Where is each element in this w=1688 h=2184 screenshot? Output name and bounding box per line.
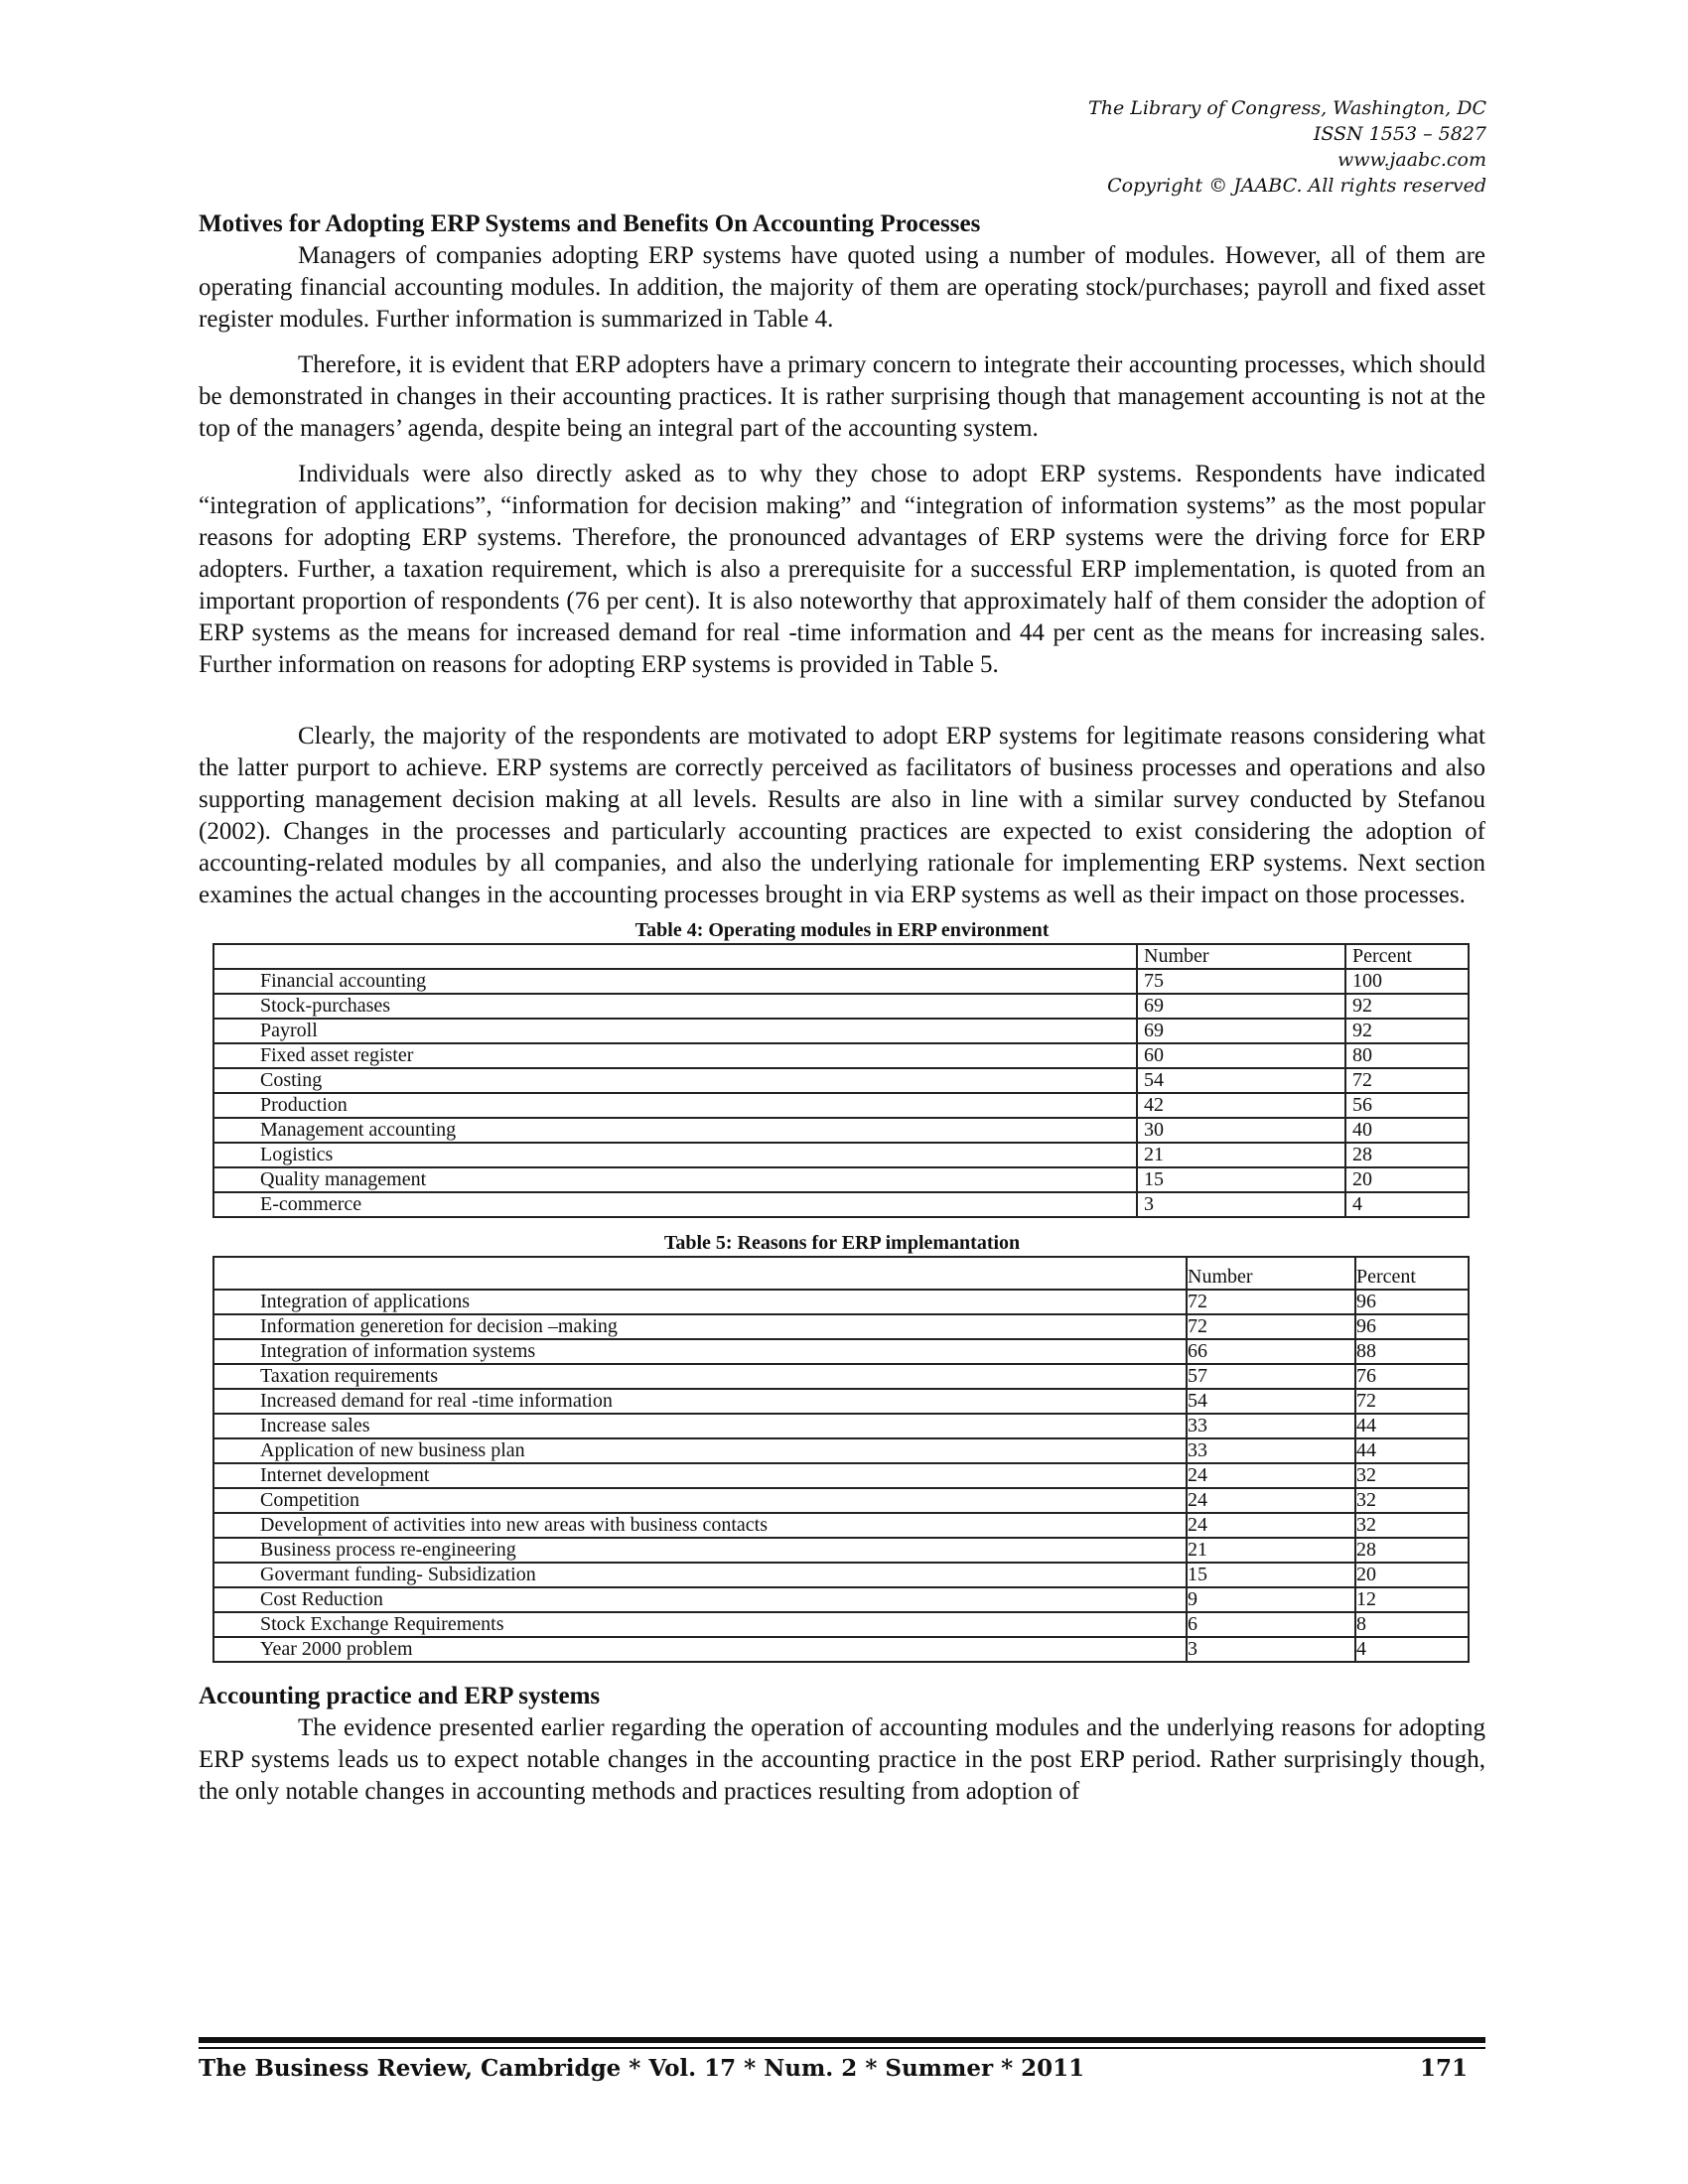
table-row xyxy=(213,1068,1469,1093)
row-number-cell: 21 xyxy=(1187,1538,1355,1563)
row-label-cell: Stock Exchange Requirements xyxy=(213,1612,1187,1637)
table-row xyxy=(213,1463,1469,1488)
row-label-cell: Stock-purchases xyxy=(213,994,1137,1019)
row-number-cell: 24 xyxy=(1187,1513,1355,1538)
row-number-cell: 24 xyxy=(1187,1463,1355,1488)
row-number-cell: 69 xyxy=(1137,994,1345,1019)
table-header-row xyxy=(213,1257,1469,1290)
table-row xyxy=(213,1167,1469,1192)
section-heading-motives: Motives for Adopting ERP Systems and Benefits On Accounting Processes xyxy=(199,210,981,237)
row-percent-cell: 56 xyxy=(1345,1093,1469,1118)
header-line-website: www.jaabc.com xyxy=(1336,149,1486,171)
footer-journal-citation: The Business Review, Cambridge * Vol. 17 * Num. 2 * Summer * 2011 xyxy=(199,2055,1085,2082)
table-header-percent: Percent xyxy=(1345,944,1469,969)
row-percent-cell: 92 xyxy=(1345,994,1469,1019)
row-percent-cell: 92 xyxy=(1345,1019,1469,1043)
row-percent-cell: 96 xyxy=(1355,1290,1469,1314)
row-percent-cell: 72 xyxy=(1355,1389,1469,1414)
table-row xyxy=(213,1364,1469,1389)
row-label-cell: Increased demand for real -time information xyxy=(213,1389,1187,1414)
row-label-cell: Application of new business plan xyxy=(213,1438,1187,1463)
row-number-cell: 33 xyxy=(1187,1414,1355,1438)
row-percent-cell: 44 xyxy=(1355,1414,1469,1438)
row-label-cell: Competition xyxy=(213,1488,1187,1513)
row-number-cell: 21 xyxy=(1137,1143,1345,1167)
row-label-cell: Production xyxy=(213,1093,1137,1118)
table-row xyxy=(213,994,1469,1019)
row-label-cell: Govermant funding- Subsidization xyxy=(213,1563,1187,1587)
table-row xyxy=(213,1538,1469,1563)
row-percent-cell: 76 xyxy=(1355,1364,1469,1389)
table4-caption: Table 4: Operating modules in ERP environment xyxy=(634,919,1050,941)
row-number-cell: 69 xyxy=(1137,1019,1345,1043)
row-number-cell: 42 xyxy=(1137,1093,1345,1118)
table-row xyxy=(213,1438,1469,1463)
table-header-number: Number xyxy=(1137,944,1345,969)
row-percent-cell: 32 xyxy=(1355,1463,1469,1488)
row-label-cell: Integration of applications xyxy=(213,1290,1187,1314)
row-label-cell: Fixed asset register xyxy=(213,1043,1137,1068)
row-number-cell: 54 xyxy=(1137,1068,1345,1093)
row-label-cell: Development of activities into new areas with business contacts xyxy=(213,1513,1187,1538)
row-percent-cell: 28 xyxy=(1345,1143,1469,1167)
row-label-cell: Management accounting xyxy=(213,1118,1137,1143)
row-number-cell: 54 xyxy=(1187,1389,1355,1414)
table-header-row xyxy=(213,944,1469,969)
table-header-blank xyxy=(213,944,1137,969)
row-percent-cell: 44 xyxy=(1355,1438,1469,1463)
table-row xyxy=(213,1513,1469,1538)
row-percent-cell: 8 xyxy=(1355,1612,1469,1637)
table-row xyxy=(213,1314,1469,1339)
row-label-cell: E-commerce xyxy=(213,1192,1137,1217)
table5-caption: Table 5: Reasons for ERP implemantation xyxy=(663,1232,1021,1254)
row-label-cell: Taxation requirements xyxy=(213,1364,1187,1389)
table-header-blank xyxy=(213,1257,1187,1290)
row-label-cell: Business process re-engineering xyxy=(213,1538,1187,1563)
footer-rule-thick xyxy=(199,2037,1485,2043)
paragraph-integration: Therefore, it is evident that ERP adopters have a primary concern to integrate their accounting processes, which should be demonstrated in changes in their accounting practices. It is rather surprising though that management accounting is not at the top of the managers’ agenda, despite being an integral part of the accounting system. xyxy=(199,351,1485,442)
row-number-cell: 3 xyxy=(1137,1192,1345,1217)
table-row xyxy=(213,1019,1469,1043)
row-label-cell: Payroll xyxy=(213,1019,1137,1043)
row-label-cell: Information generetion for decision –making xyxy=(213,1314,1187,1339)
main-content xyxy=(199,208,1485,1808)
row-number-cell: 15 xyxy=(1137,1167,1345,1192)
row-number-cell: 15 xyxy=(1187,1563,1355,1587)
table-row xyxy=(213,1563,1469,1587)
row-number-cell: 30 xyxy=(1137,1118,1345,1143)
table-row xyxy=(213,1612,1469,1637)
row-number-cell: 9 xyxy=(1187,1587,1355,1612)
row-number-cell: 60 xyxy=(1137,1043,1345,1068)
header-line-library: The Library of Congress, Washington, DC xyxy=(1088,97,1486,119)
paragraph-modules: Managers of companies adopting ERP systems have quoted using a number of modules. However, all of them are operating financial accounting modules. In addition, the majority of them are operating stock/purchases; payroll and fixed asset register modules. Further information is summarized in Table 4. xyxy=(199,242,1485,333)
header-line-issn: ISSN 1553 – 5827 xyxy=(1313,123,1486,145)
row-number-cell: 72 xyxy=(1187,1290,1355,1314)
paragraph-reasons: Individuals were also directly asked as to why they chose to adopt ERP systems. Respondents have indicated “integration of applications”, “information for decision making” and “integration of information systems” as the most popular reasons for adopting ERP systems. Therefore, the pronounced advantages of ERP systems were the driving force for ERP adopters. Further, a taxation requirement, which is also a prerequisite for a successful ERP implementation, is quoted from an important proportion of respondents (76 per cent). It is also noteworthy that approximately half of them consider the adoption of ERP systems as the means for increased demand for real -time information and 44 per cent as the means for increasing sales. Further information on reasons for adopting ERP systems is provided in Table 5. xyxy=(199,461,1485,678)
row-number-cell: 33 xyxy=(1187,1438,1355,1463)
table-row xyxy=(213,969,1469,994)
row-label-cell: Year 2000 problem xyxy=(213,1637,1187,1662)
row-percent-cell: 12 xyxy=(1355,1587,1469,1612)
row-number-cell: 75 xyxy=(1137,969,1345,994)
row-percent-cell: 32 xyxy=(1355,1513,1469,1538)
paragraph-evidence: The evidence presented earlier regarding the operation of accounting modules and the underlying reasons for adopting ERP systems leads us to expect notable changes in the accounting practice in the post ERP period. Rather surprisingly though, the only notable changes in accounting methods and practices resulting from adoption of xyxy=(199,1714,1485,1805)
row-label-cell: Increase sales xyxy=(213,1414,1187,1438)
table-header-percent: Percent xyxy=(1355,1257,1469,1290)
row-label-cell: Integration of information systems xyxy=(213,1339,1187,1364)
row-label-cell: Cost Reduction xyxy=(213,1587,1187,1612)
row-percent-cell: 4 xyxy=(1355,1637,1469,1662)
table-row xyxy=(213,1339,1469,1364)
table-row xyxy=(213,1043,1469,1068)
row-percent-cell: 20 xyxy=(1345,1167,1469,1192)
table4-operating-modules xyxy=(212,943,1470,1218)
row-label-cell: Logistics xyxy=(213,1143,1137,1167)
row-percent-cell: 4 xyxy=(1345,1192,1469,1217)
row-percent-cell: 72 xyxy=(1345,1068,1469,1093)
row-percent-cell: 80 xyxy=(1345,1043,1469,1068)
row-percent-cell: 88 xyxy=(1355,1339,1469,1364)
table-row xyxy=(213,1143,1469,1167)
row-percent-cell: 20 xyxy=(1355,1563,1469,1587)
row-label-cell: Quality management xyxy=(213,1167,1137,1192)
table-row xyxy=(213,1637,1469,1662)
row-percent-cell: 100 xyxy=(1345,969,1469,994)
row-percent-cell: 40 xyxy=(1345,1118,1469,1143)
row-number-cell: 6 xyxy=(1187,1612,1355,1637)
table-header-number: Number xyxy=(1187,1257,1355,1290)
row-percent-cell: 28 xyxy=(1355,1538,1469,1563)
row-number-cell: 57 xyxy=(1187,1364,1355,1389)
footer-page-number: 171 xyxy=(1419,2055,1468,2082)
row-number-cell: 24 xyxy=(1187,1488,1355,1513)
table-row xyxy=(213,1389,1469,1414)
table-row xyxy=(213,1587,1469,1612)
row-percent-cell: 96 xyxy=(1355,1314,1469,1339)
header-line-copyright: Copyright © JAABC. All rights reserved xyxy=(1107,175,1486,197)
footer-rule-thin xyxy=(199,2047,1485,2049)
row-label-cell: Costing xyxy=(213,1068,1137,1093)
row-label-cell: Internet development xyxy=(213,1463,1187,1488)
section-heading-accounting-practice: Accounting practice and ERP systems xyxy=(199,1683,601,1709)
table-row xyxy=(213,1414,1469,1438)
table-row xyxy=(213,1290,1469,1314)
row-number-cell: 66 xyxy=(1187,1339,1355,1364)
row-percent-cell: 32 xyxy=(1355,1488,1469,1513)
paragraph-legitimate-reasons: Clearly, the majority of the respondents are motivated to adopt ERP systems for legitimate reasons considering what the latter purport to achieve. ERP systems are correctly perceived as facilitators of business processes and operations and also supporting management decision making at all levels. Results are also in line with a similar survey conducted by Stefanou (2002). Changes in the processes and particularly accounting practices are expected to exist considering the adoption of accounting-related modules by all companies, and also the underlying rationale for implementing ERP systems. Next section examines the actual changes in the accounting processes brought in via ERP systems as well as their impact on those processes. xyxy=(199,723,1485,908)
table-row xyxy=(213,1488,1469,1513)
table-row xyxy=(213,1192,1469,1217)
row-label-cell: Financial accounting xyxy=(213,969,1137,994)
running-header xyxy=(1088,95,1486,199)
table-row xyxy=(213,1118,1469,1143)
table-row xyxy=(213,1093,1469,1118)
row-number-cell: 72 xyxy=(1187,1314,1355,1339)
row-number-cell: 3 xyxy=(1187,1637,1355,1662)
table5-erp-reasons xyxy=(212,1256,1470,1663)
